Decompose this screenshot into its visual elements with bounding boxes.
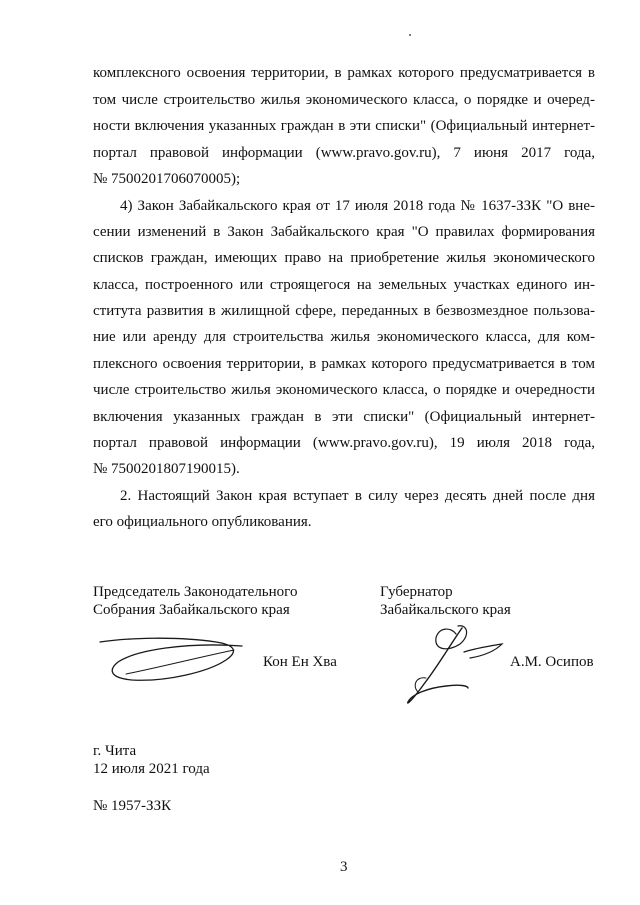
text-line: класса, построенного или строящегося на земельных участках единого ин- <box>93 277 595 293</box>
text-line: № 7500201807190015). <box>93 461 240 477</box>
left-signatory-title: Председатель Законодательного <box>93 584 298 600</box>
left-signatory-title: Собрания Забайкальского края <box>93 602 290 618</box>
text-line: № 7500201706070005); <box>93 171 241 187</box>
right-signatory-title: Забайкальского края <box>380 602 511 618</box>
text-line: портал правовой информации (www.pravo.gov.ru), 19 июля 2018 года, <box>93 435 595 451</box>
text-line: 4) Закон Забайкальского края от 17 июля 2018 года № 1637-ЗЗК "О вне- <box>120 198 595 214</box>
text-line: плексного освоения территории, в рамках которого предусматривается в том <box>93 356 595 372</box>
place: г. Чита <box>93 743 137 759</box>
right-signatory-name: А.М. Осипов <box>510 654 594 670</box>
left-signature-icon <box>96 628 246 686</box>
text-line: портал правовой информации (www.pravo.gov.ru), 7 июня 2017 года, <box>93 145 595 161</box>
text-line: включения указанных граждан в эти списки" (Официальный интернет- <box>93 409 595 425</box>
left-signatory-name: Кон Ен Хва <box>263 654 337 670</box>
right-signatory-title: Губернатор <box>380 584 453 600</box>
text-line: сении изменений в Закон Забайкальского края "О правилах формирования <box>93 224 595 240</box>
date: 12 июля 2021 года <box>93 761 210 777</box>
text-line: ститута развития в жилищной сфере, переданных в безвозмездное пользова- <box>93 303 595 319</box>
text-line: ности включения указанных граждан в эти списки" (Официальный интернет- <box>93 118 595 134</box>
text-line: том числе строительство жилья экономического класса, о порядке и очеред- <box>93 92 595 108</box>
text-line: списков граждан, имеющих право на приобретение жилья экономического <box>93 250 595 266</box>
text-line: ние или аренду для строительства жилья экономического класса, для ком- <box>93 329 595 345</box>
scan-speck <box>409 34 411 36</box>
right-signature-icon <box>398 622 508 712</box>
text-line: его официального опубликования. <box>93 514 312 530</box>
text-line: 2. Настоящий Закон края вступает в силу через десять дней после дня <box>120 488 595 504</box>
page-number: 3 <box>340 859 348 875</box>
text-line: комплексного освоения территории, в рамках которого предусматривается в <box>93 65 595 81</box>
law-number: № 1957-ЗЗК <box>93 798 172 814</box>
text-line: числе строительство жилья экономического класса, о порядке и очередности <box>93 382 595 398</box>
